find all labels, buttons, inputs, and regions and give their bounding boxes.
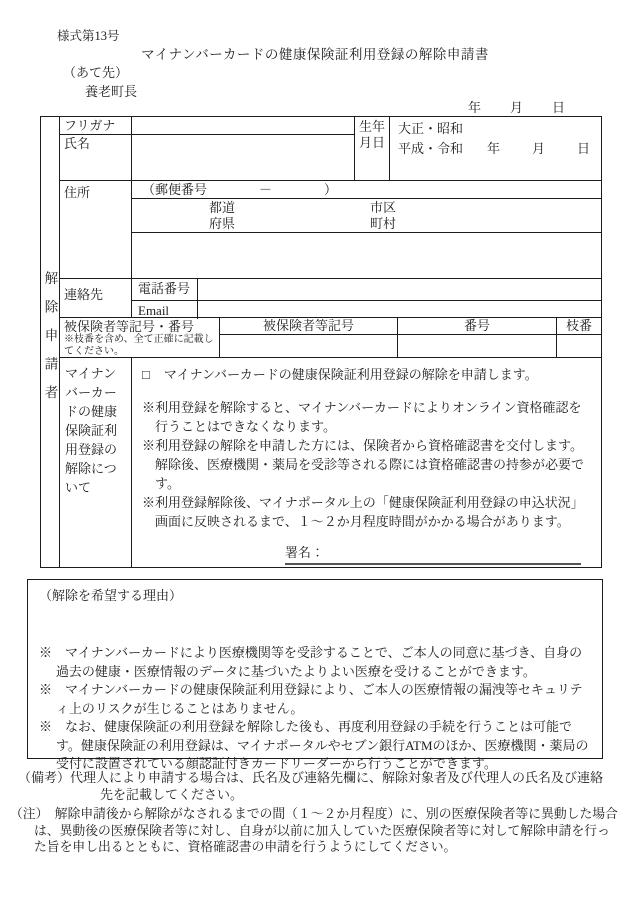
cancellation-note: ※利用登録を解除すると、マイナンバーカードによりオンライン資格確認を行うことはできなくなります。: [142, 400, 582, 434]
application-date-field[interactable]: 年 月 日: [468, 100, 567, 115]
era-heisei-reiwa[interactable]: 平成・令和: [398, 141, 464, 156]
insured-number-row: [60, 318, 601, 358]
insured-branch-input[interactable]: [556, 335, 601, 357]
signature-field[interactable]: [285, 543, 581, 565]
insured-number-label: 被保険者等記号・番号 ※枝番を含め、全て正確に記載してください。: [60, 318, 220, 357]
postal-code-input[interactable]: （郵便番号 － ）: [132, 181, 601, 199]
reason-note: ※ マイナンバーカードにより医療機関等を受診することで、ご本人の同意に基づき、自身の過去の健康・医療情報のデータに基づいたよりよい医療を受けることができます。: [39, 645, 583, 679]
cancellation-note: ※利用登録の解除を申請した方には、保険者から資格確認書を交付します。解除後、医療機関・薬局を受診等される際には資格確認書の持参が必要です。: [142, 438, 585, 491]
name-birth-row: [60, 117, 601, 181]
insured-branch-header: 枝番: [556, 318, 601, 334]
side-label-applicant: 解除申請者: [41, 117, 60, 567]
checkbox-icon[interactable]: □: [142, 367, 150, 382]
addressee-name: 養老町長: [85, 84, 138, 99]
cancellation-note: ※利用登録解除後、マイナポータル上の「健康保険証利用登録の申込状況」画面に反映されるまで、１～２か月程度時間がかかる場合があります。: [142, 495, 584, 529]
insured-symbol-input[interactable]: [220, 335, 397, 357]
email-label: Email: [132, 301, 198, 319]
name-input[interactable]: [132, 135, 354, 180]
name-label: 氏名: [60, 135, 132, 180]
prefecture-city-input[interactable]: [132, 199, 601, 233]
page-title: マイナンバーカードの健康保険証利用登録の解除申請書: [141, 47, 489, 62]
reason-title[interactable]: （解除を希望する理由）: [39, 588, 183, 603]
birth-date-label: 生年 月日: [354, 117, 390, 180]
address-row: [60, 181, 601, 279]
insured-number-input[interactable]: [397, 335, 556, 357]
reason-box: [27, 579, 603, 771]
insured-symbol-header: 被保険者等記号: [262, 318, 354, 333]
insured-number-header: 番号: [397, 318, 556, 334]
era-taisho-showa[interactable]: 大正・昭和: [398, 121, 464, 136]
city-label: 市区 町村: [370, 200, 397, 231]
reason-note: ※ マイナンバーカードの健康保険証利用登録により、ご本人の医療情報の漏洩等セキュリティ上のリスクが生じることはありません。: [39, 682, 583, 716]
furigana-label: フリガナ: [60, 117, 132, 134]
declaration-line: [142, 365, 593, 384]
cancellation-row: [60, 358, 601, 567]
contact-row: [60, 279, 601, 318]
applicant-table: [40, 116, 602, 568]
address-label: 住所: [60, 181, 132, 278]
address-detail-input[interactable]: [132, 233, 601, 278]
contact-label: 連絡先: [60, 279, 132, 317]
phone-label: 電話番号: [132, 279, 198, 300]
addressee-label: （あて先）: [63, 65, 129, 80]
furigana-input[interactable]: [132, 117, 354, 134]
cancellation-label: マイナンバーカードの健康保険証利用登録の解除について: [60, 358, 132, 567]
declaration-text: マイナンバーカードの健康保険証利用登録の解除を申請します。: [163, 367, 538, 382]
prefecture-label: 都道 府県: [209, 200, 236, 231]
form-number: 様式第13号: [57, 29, 120, 43]
reason-note: ※ なお、健康保険証の利用登録を解除した後も、再度利用登録の手続を行うことは可能です。健康保険証の利用登録は、マイナポータルやセブン銀行ATMのほか、医療機関・薬局の受付に設置されている顔認証付きカードリーダーから行うことができます。: [39, 719, 589, 771]
caution-note: （注） 解除申請後から解除がなされるまでの間（１～２か月程度）に、別の医療保険者等に異動した場合は、異動後の医療保険者等に対し、自身が以前に加入していた医療保険者等に対して解除申請を行った旨を申し出るとともに、資格確認書の申請を行うようにしてください。: [10, 807, 618, 854]
birth-date-input[interactable]: [390, 117, 601, 180]
remarks-note: （備考）代理人により申請する場合は、氏名及び連絡先欄に、解除対象者及び代理人の氏名及び連絡先を記載してください。: [18, 770, 604, 802]
phone-input[interactable]: [198, 279, 601, 300]
signature-label: 署名：: [285, 545, 325, 560]
email-input[interactable]: [198, 301, 601, 319]
birth-ymd-placeholder[interactable]: 年 月 日: [487, 141, 593, 156]
